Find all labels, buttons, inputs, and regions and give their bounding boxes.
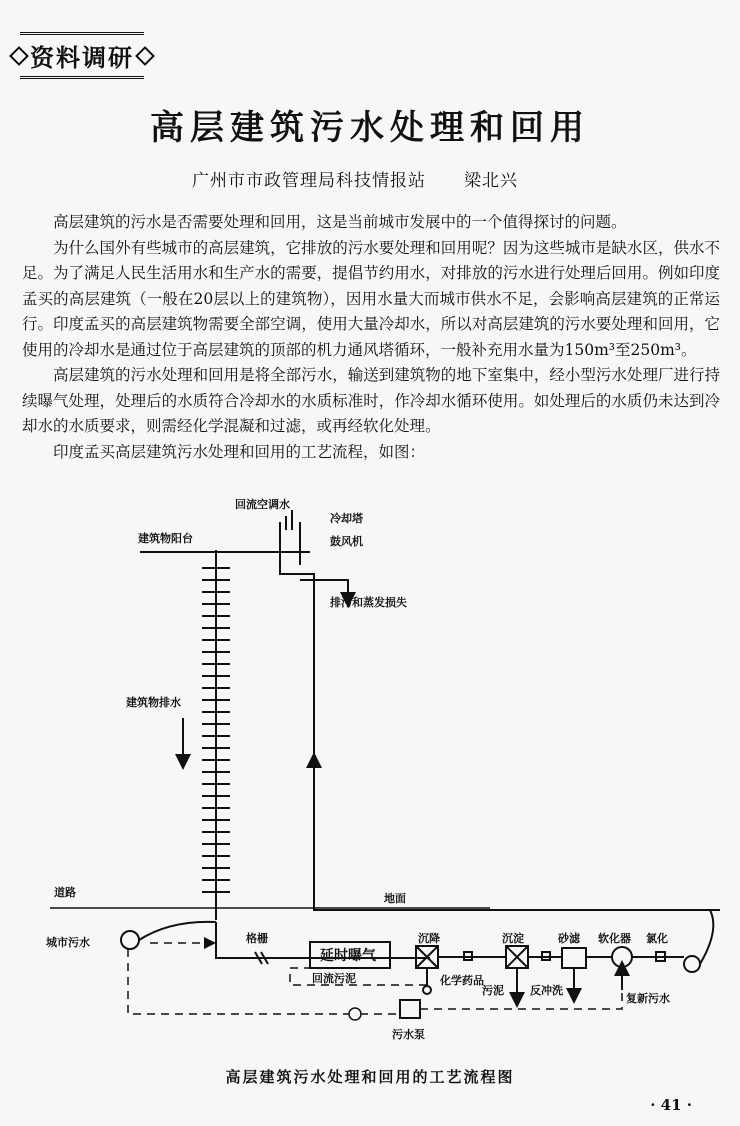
- label-backwash: 反冲洗: [530, 984, 563, 997]
- label-building-drain: 建筑物排水: [126, 696, 181, 709]
- figure-caption: 高层建筑污水处理和回用的工艺流程图: [225, 1068, 515, 1086]
- label-building-balcony: 建筑物阳台: [138, 532, 193, 545]
- paragraph: 高层建筑的污水是否需要处理和回用，这是当前城市发展中的一个值得探讨的问题。: [53, 213, 627, 231]
- paragraph: 为什么国外有些城市的高层建筑，它排放的污水要处理和回用呢？因为这些城市是缺水区，供水不足。为了满足人民生活用水和生产水的需要，提倡节约用水，对排放的污水进行处理后回用。例如印度孟买的高层建筑（一般在20层以上的建筑物），因用水量大而城市供水不足，会影响高层建筑的正常运行。印度孟买的高层建筑物需要全部空调，使用大量冷却水，所以对高层建筑的污水要处理和回用，它使用的冷却水是通过位于高层建筑的顶部的机力通风塔循环，一般补充用水量为150m³至250m³。: [22, 238, 720, 359]
- section-tag: 资料调研: [20, 32, 144, 79]
- label-discharge: 排污和蒸发损失: [330, 596, 407, 609]
- label-road: 道路: [54, 886, 76, 899]
- recycle-loop: [700, 910, 713, 964]
- softener-circle: [612, 947, 632, 967]
- byline-author: 梁北兴: [464, 171, 518, 191]
- label-city-sewage: 城市污水: [46, 936, 90, 949]
- label-aeration: 延时曝气: [320, 948, 376, 964]
- label-cooling-tower-2: 鼓风机: [330, 535, 363, 548]
- regen-line: [420, 993, 622, 1009]
- byline-org: 广州市市政管理局科技情报站: [192, 171, 426, 191]
- sewage-pump-box: [400, 1000, 420, 1018]
- return-sludge-line: [290, 968, 430, 985]
- city-sewage-pipe: [139, 922, 216, 940]
- label-regen-sewage: 复新污水: [626, 992, 670, 1005]
- label-chlorination: 氯化: [646, 932, 668, 945]
- page-title: 高层建筑污水处理和回用: [150, 108, 590, 148]
- label-sludge: 污泥: [482, 984, 504, 997]
- paragraph: 高层建筑的污水处理和回用是将全部污水，输送到建筑物的地下室集中，经小型污水处理厂进行持续曝气处理，处理后的水质符合冷却水的水质标准时，作冷却水循环使用。如处理后的水质仍未达到冷却水的水质要求，则需经化学混凝和过滤，或再经软化处理。: [22, 366, 720, 435]
- sand-filter: [562, 948, 586, 968]
- page-number: · 41 ·: [650, 1096, 692, 1114]
- label-return-ac-water: 回流空调水: [235, 498, 290, 511]
- chlorination-circle: [684, 956, 700, 972]
- label-settling2: 沉淀: [502, 932, 524, 945]
- label-grille: 格栅: [246, 932, 268, 945]
- label-sewage-pump: 污水泵: [392, 1028, 425, 1041]
- label-chemicals: 化学药品: [440, 974, 484, 987]
- city-pump-circle: [121, 931, 139, 949]
- label-sand-filter: 砂滤: [558, 932, 580, 945]
- label-softener: 软化器: [598, 932, 631, 945]
- process-flow-diagram: [30, 490, 720, 1050]
- return-cooling-pipe: [280, 565, 720, 910]
- article-body: [22, 210, 720, 465]
- label-cooling-tower: 冷却塔: [330, 512, 363, 525]
- label-settling: 沉降: [418, 932, 440, 945]
- paragraph: 印度孟买高层建筑污水处理和回用的工艺流程，如图：: [53, 442, 426, 461]
- label-return-sludge: 回流污泥: [312, 972, 356, 985]
- cooling-tower-inlet: [286, 510, 292, 530]
- label-ground: 地面: [384, 892, 406, 905]
- byline: [192, 166, 518, 191]
